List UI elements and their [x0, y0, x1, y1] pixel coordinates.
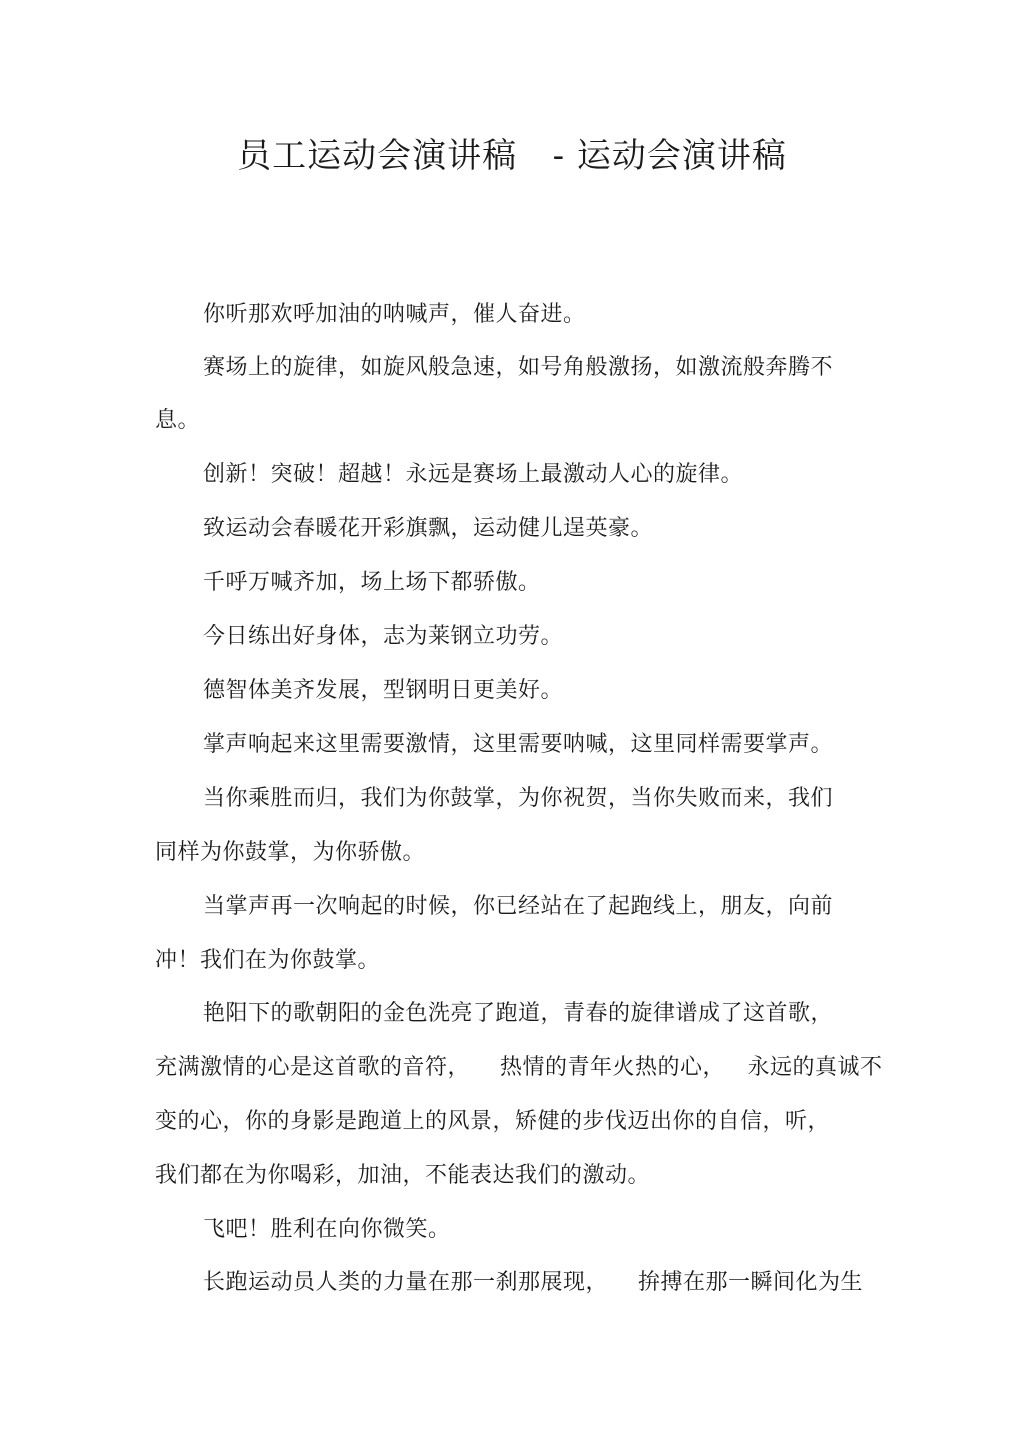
paragraph-line: 致运动会春暖花开彩旗飘，运动健儿逞英豪。	[203, 516, 654, 541]
paragraph-line: 今日练出好身体，志为莱钢立功劳。	[203, 624, 564, 649]
document-title: 员工运动会演讲稿 - 运动会演讲稿	[237, 136, 787, 176]
paragraph-line: 冲！我们在为你鼓掌。	[155, 948, 381, 973]
paragraph-line: 创新！突破！超越！永远是赛场上最激动人心的旋律。	[203, 462, 744, 487]
paragraph-line: 同样为你鼓掌，为你骄傲。	[155, 840, 426, 865]
paragraph-line: 当你乘胜而归，我们为你鼓掌，为你祝贺，当你失败而来，我们	[203, 786, 834, 811]
paragraph-line: 你听那欢呼加油的呐喊声，催人奋进。	[203, 302, 586, 327]
paragraph-line: 息。	[155, 408, 201, 433]
paragraph-line: 千呼万喊齐加，场上场下都骄傲。	[203, 570, 541, 595]
paragraph-line: 赛场上的旋律，如旋风般急速，如号角般激扬，如激流般奔腾不	[203, 355, 834, 380]
paragraph-line: 掌声响起来这里需要激情，这里需要呐喊，这里同样需要掌声。	[203, 732, 834, 757]
paragraph-line: 当掌声再一次响起的时候，你已经站在了起跑线上，朋友，向前	[203, 894, 834, 919]
paragraph-line: 艳阳下的歌朝阳的金色洗亮了跑道，青春的旋律谱成了这首歌，	[203, 1001, 834, 1026]
paragraph-line: 长跑运动员人类的力量在那一刹那展现， 拚搏在那一瞬间化为生	[203, 1270, 863, 1295]
paragraph-line: 德智体美齐发展，型钢明日更美好。	[203, 678, 564, 703]
paragraph-line: 充满激情的心是这首歌的音符， 热情的青年火热的心， 永远的真诚不	[155, 1055, 883, 1080]
paragraph-line: 飞吧！胜利在向你微笑。	[203, 1217, 451, 1242]
paragraph-line: 变的心，你的身影是跑道上的风景，矫健的步伐迈出你的自信，听，	[155, 1109, 831, 1134]
paragraph-line: 我们都在为你喝彩，加油，不能表达我们的激动。	[155, 1163, 651, 1188]
